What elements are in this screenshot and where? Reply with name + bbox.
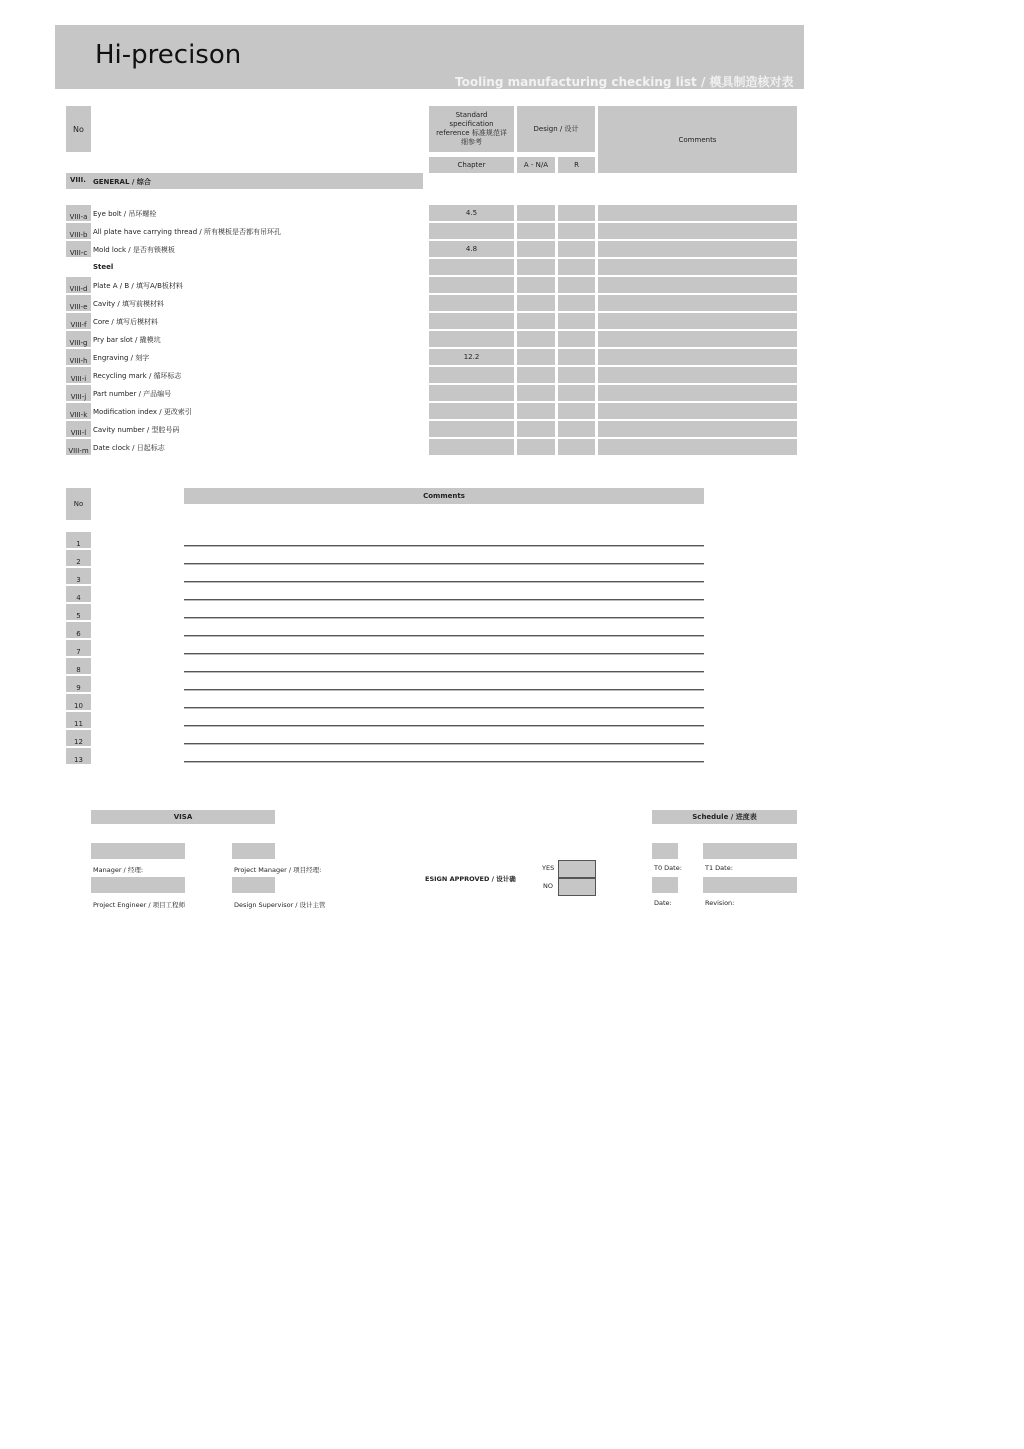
a-na-cell[interactable] — [517, 259, 555, 275]
date-field[interactable] — [652, 877, 678, 893]
a-na-cell[interactable] — [517, 331, 555, 347]
project-manager-label: Project Manager / 项目经理: — [234, 866, 322, 874]
row-label: Modification index / 更改索引 — [93, 408, 192, 416]
comment-number: 12 — [66, 730, 91, 746]
comment-line[interactable] — [184, 689, 704, 691]
chapter-cell[interactable] — [429, 223, 514, 239]
comment-number: 4 — [66, 586, 91, 602]
a-na-cell[interactable] — [517, 385, 555, 401]
t1-date-field[interactable] — [703, 843, 797, 859]
r-cell[interactable] — [558, 241, 595, 257]
row-code: VIII-m — [66, 439, 91, 455]
comment-number: 2 — [66, 550, 91, 566]
brand-name: Hi-precison — [95, 40, 242, 70]
manager-signature-field[interactable] — [91, 843, 185, 859]
chapter-cell[interactable] — [429, 367, 514, 383]
comment-cell[interactable] — [598, 205, 797, 221]
a-na-cell[interactable] — [517, 241, 555, 257]
t0-date-label: T0 Date: — [654, 864, 682, 872]
a-na-cell[interactable] — [517, 205, 555, 221]
row-label: Date clock / 日起标志 — [93, 444, 165, 452]
row-code: VIII-b — [66, 223, 91, 239]
comment-line[interactable] — [184, 761, 704, 763]
row-code: VIII-f — [66, 313, 91, 329]
chapter-cell[interactable] — [429, 421, 514, 437]
revision-field[interactable] — [703, 877, 797, 893]
comment-number: 9 — [66, 676, 91, 692]
comments-header: Comments — [598, 106, 797, 173]
project-manager-signature-field[interactable] — [232, 843, 275, 859]
chapter-cell[interactable]: 4.5 — [429, 205, 514, 221]
chapter-cell[interactable] — [429, 439, 514, 455]
row-code: VIII-k — [66, 403, 91, 419]
r-cell[interactable] — [558, 349, 595, 365]
comment-line[interactable] — [184, 707, 704, 709]
comment-cell[interactable] — [598, 223, 797, 239]
comment-number: 10 — [66, 694, 91, 710]
row-code: VIII-d — [66, 277, 91, 293]
design-header: Design / 设计 — [517, 106, 595, 152]
comment-line[interactable] — [184, 617, 704, 619]
row-code: VIII-h — [66, 349, 91, 365]
comment-cell[interactable] — [598, 295, 797, 311]
row-code: VIII-g — [66, 331, 91, 347]
r-cell[interactable] — [558, 331, 595, 347]
comment-line[interactable] — [184, 563, 704, 565]
a-na-cell[interactable] — [517, 421, 555, 437]
comment-cell[interactable] — [598, 439, 797, 455]
row-code: VIII-c — [66, 241, 91, 257]
comments-section-header: Comments — [184, 488, 704, 504]
row-label: Cavity / 填写前模材料 — [93, 300, 164, 308]
visa-header: VISA — [91, 810, 275, 824]
row-code: VIII-i — [66, 367, 91, 383]
no-header: No — [66, 106, 91, 152]
row-label: Recycling mark / 循环标志 — [93, 372, 182, 380]
comment-number: 7 — [66, 640, 91, 656]
r-cell[interactable] — [558, 403, 595, 419]
row-label: Engraving / 刻字 — [93, 354, 150, 362]
r-cell[interactable] — [558, 259, 595, 275]
comments-no-header: No — [66, 488, 91, 520]
std-ref-header: Standard specification reference 标准规范详细参考 — [429, 106, 514, 152]
comment-cell[interactable] — [598, 367, 797, 383]
a-na-cell[interactable] — [517, 349, 555, 365]
project-engineer-label: Project Engineer / 项目工程师 — [93, 901, 186, 909]
r-cell[interactable] — [558, 421, 595, 437]
revision-label: Revision: — [705, 899, 735, 907]
a-na-cell[interactable] — [517, 439, 555, 455]
comment-cell[interactable] — [598, 403, 797, 419]
comment-number: 8 — [66, 658, 91, 674]
chapter-cell[interactable] — [429, 259, 514, 275]
chapter-cell[interactable] — [429, 295, 514, 311]
no-checkbox[interactable] — [558, 878, 596, 896]
r-cell[interactable] — [558, 367, 595, 383]
a-na-cell[interactable] — [517, 403, 555, 419]
section-label: GENERAL / 综合 — [93, 178, 151, 186]
a-na-header: A - N/A — [517, 157, 555, 173]
row-label: Part number / 产品编号 — [93, 390, 172, 398]
comment-cell[interactable] — [598, 277, 797, 293]
row-label: Plate A / B / 填写A/B板材料 — [93, 282, 183, 290]
chapter-cell[interactable] — [429, 403, 514, 419]
t1-date-label: T1 Date: — [705, 864, 733, 872]
r-cell[interactable] — [558, 277, 595, 293]
manager-label: Manager / 经理: — [93, 866, 144, 874]
comment-line[interactable] — [184, 725, 704, 727]
comment-cell[interactable] — [598, 421, 797, 437]
row-code: VIII-e — [66, 295, 91, 311]
a-na-cell[interactable] — [517, 277, 555, 293]
chapter-cell[interactable] — [429, 313, 514, 329]
section-code: VIII. — [70, 176, 86, 184]
r-cell[interactable] — [558, 439, 595, 455]
row-label: Pry bar slot / 撬模坑 — [93, 336, 161, 344]
chapter-cell[interactable]: 12.2 — [429, 349, 514, 365]
a-na-cell[interactable] — [517, 313, 555, 329]
comment-line[interactable] — [184, 743, 704, 745]
row-label: Cavity number / 型腔号码 — [93, 426, 180, 434]
a-na-cell[interactable] — [517, 367, 555, 383]
comment-line[interactable] — [184, 581, 704, 583]
row-label: Steel — [93, 263, 114, 271]
chapter-cell[interactable] — [429, 385, 514, 401]
comment-cell[interactable] — [598, 331, 797, 347]
project-engineer-signature-field[interactable] — [91, 877, 185, 893]
design-supervisor-label: Design Supervisor / 设计主管 — [234, 901, 326, 909]
row-code: VIII-l — [66, 421, 91, 437]
document-title: Tooling manufacturing checking list / 模具制造核对表 — [455, 75, 794, 89]
comment-line[interactable] — [184, 653, 704, 655]
row-code: VIII-a — [66, 205, 91, 221]
comment-line[interactable] — [184, 599, 704, 601]
r-cell[interactable] — [558, 313, 595, 329]
date-label: Date: — [654, 899, 672, 907]
comment-cell[interactable] — [598, 313, 797, 329]
yes-checkbox[interactable] — [558, 860, 596, 878]
comment-cell[interactable] — [598, 241, 797, 257]
comment-number: 11 — [66, 712, 91, 728]
no-label: NO — [543, 882, 553, 890]
t0-date-field[interactable] — [652, 843, 678, 859]
comment-line[interactable] — [184, 635, 704, 637]
comment-number: 6 — [66, 622, 91, 638]
r-cell[interactable] — [558, 385, 595, 401]
comment-number: 13 — [66, 748, 91, 764]
row-label: Mold lock / 是否有锁模板 — [93, 246, 175, 254]
row-code: VIII-j — [66, 385, 91, 401]
yes-label: YES — [542, 864, 555, 872]
design-supervisor-signature-field[interactable] — [232, 877, 275, 893]
row-label: Eye bolt / 吊环螺栓 — [93, 210, 157, 218]
comment-cell[interactable] — [598, 259, 797, 275]
comment-number: 1 — [66, 532, 91, 548]
chapter-cell[interactable]: 4.8 — [429, 241, 514, 257]
chapter-cell[interactable] — [429, 331, 514, 347]
r-cell[interactable] — [558, 205, 595, 221]
comment-cell[interactable] — [598, 349, 797, 365]
chapter-cell[interactable] — [429, 277, 514, 293]
row-label: All plate have carrying thread / 所有模板是否都有吊环孔 — [93, 228, 281, 236]
design-approved-label: ESIGN APPROVED / 设计确 — [425, 875, 516, 883]
a-na-cell[interactable] — [517, 223, 555, 239]
r-cell[interactable] — [558, 223, 595, 239]
row-label: Core / 填写后模材料 — [93, 318, 159, 326]
comment-number: 3 — [66, 568, 91, 584]
r-header: R — [558, 157, 595, 173]
r-cell[interactable] — [558, 295, 595, 311]
comment-cell[interactable] — [598, 385, 797, 401]
comment-line[interactable] — [184, 671, 704, 673]
a-na-cell[interactable] — [517, 295, 555, 311]
comment-line[interactable] — [184, 545, 704, 547]
comment-number: 5 — [66, 604, 91, 620]
schedule-header: Schedule / 进度表 — [652, 810, 797, 824]
chapter-header: Chapter — [429, 157, 514, 173]
